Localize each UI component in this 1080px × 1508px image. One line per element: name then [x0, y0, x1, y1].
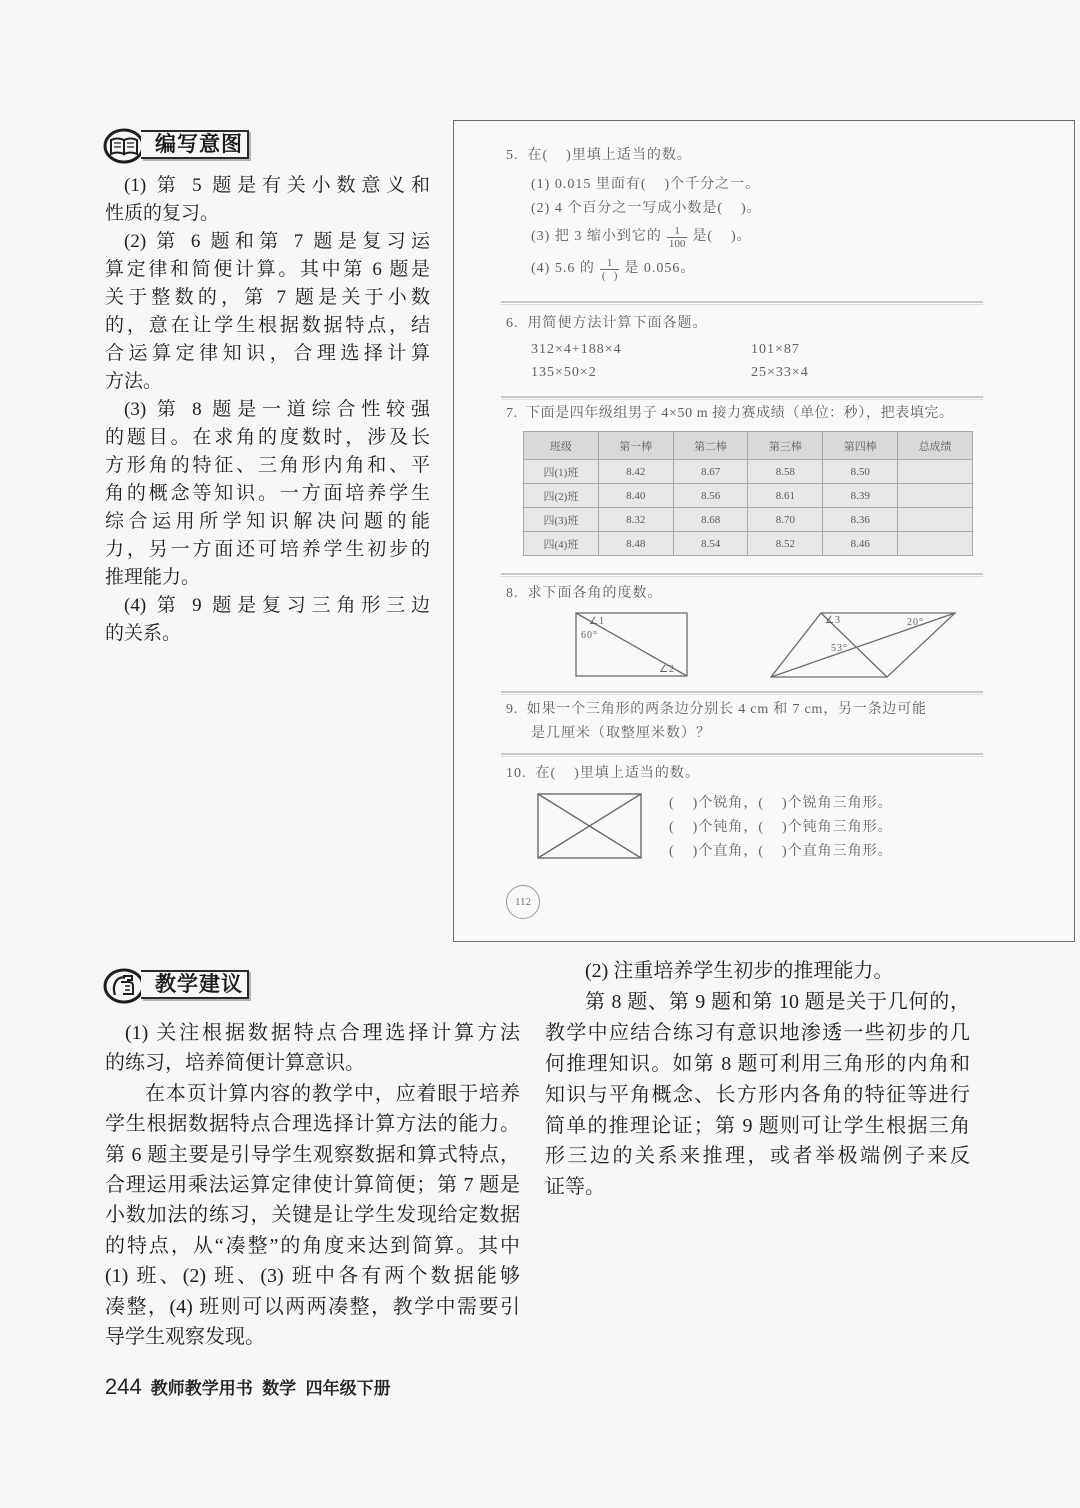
text-line: 的关系。 — [105, 623, 182, 644]
table-row — [524, 532, 973, 556]
text-line: 的练习，培养简便计算意识。 — [105, 1052, 365, 1075]
text-line: 合理运用乘法运算定律使计算简便；第 7 题是 — [105, 1174, 520, 1197]
angle-label: 60° — [581, 630, 598, 641]
time-cell: 8.67 — [673, 460, 748, 484]
divider — [501, 396, 983, 400]
text-line: 力，另一方面还可培养学生初步的 — [105, 539, 430, 560]
text-line: 方法。 — [105, 371, 163, 392]
text-line: 关于整数的，第 7 题是关于小数 — [105, 287, 430, 308]
blank-total-cell — [898, 460, 973, 484]
class-name-cell: 四(3)班 — [524, 508, 599, 532]
angle-label: ∠2 — [659, 664, 675, 675]
text-line: 知识与平角概念、长方形内各角的特征等进行 — [545, 1083, 970, 1106]
text-line: (2) 注重培养学生初步的推理能力。 — [585, 960, 894, 982]
table-header-cell: 第三棒 — [748, 432, 823, 460]
table-row — [524, 508, 973, 532]
paragraph — [105, 172, 430, 228]
question-9-stem-continued: 是几厘米（取整厘米数）？ — [531, 726, 711, 741]
blank-total-cell — [898, 508, 973, 532]
item-text: (4) 5.6 的 — [531, 261, 595, 276]
angle-label: 20° — [907, 617, 924, 628]
text-line: 推理能力。 — [105, 567, 201, 588]
text-line: 性质的复习。 — [105, 203, 220, 224]
text-line: (1) 关注根据数据特点合理选择计算方法 — [125, 1022, 520, 1044]
textbook-page-number: 112 — [506, 885, 540, 919]
parallelogram-figure — [767, 609, 959, 681]
angle-label: 53° — [831, 643, 848, 654]
angle-label: ∠3 — [825, 615, 841, 626]
text-line: 学生根据数据特点合理选择计算方法的能力。 — [105, 1113, 520, 1136]
time-cell: 8.36 — [823, 508, 898, 532]
table-header-row — [524, 432, 973, 460]
text-line: 导学生观察发现。 — [105, 1326, 265, 1349]
paragraph — [105, 228, 430, 396]
text-line: 第 8 题、第 9 题和第 10 题是关于几何的， — [585, 990, 970, 1013]
time-cell: 8.52 — [748, 532, 823, 556]
text-line: 的题目。在求角的度数时，涉及长 — [105, 427, 430, 448]
fraction-numerator: 1 — [674, 224, 680, 237]
divider — [501, 691, 983, 695]
fill-blank-line: ( )个锐角，( )个锐角三角形。 — [669, 796, 893, 811]
time-cell: 8.68 — [673, 508, 748, 532]
text-line: 凑整，(4) 班则可以两两凑整，教学中需要引 — [105, 1295, 520, 1318]
time-cell: 8.58 — [748, 460, 823, 484]
table-row — [524, 484, 973, 508]
paragraph — [105, 396, 430, 592]
text-line: 简单的推理论证；第 9 题则可让学生根据三角 — [545, 1114, 970, 1137]
page-footer — [105, 1374, 391, 1402]
question-5-item-2: (2) 4 个百分之一写成小数是( )。 — [531, 201, 762, 216]
fraction — [667, 225, 688, 250]
table-body — [524, 460, 973, 556]
text-line: (2) 第 6 题和第 7 题是复习运 — [124, 231, 430, 252]
text-line: 教学中应结合练习有意识地渗透一些初步的几 — [545, 1021, 970, 1044]
text-line: 合运算定律知识，合理选择计算 — [105, 343, 430, 364]
rectangle-cross-figure — [537, 793, 643, 860]
time-cell: 8.40 — [598, 484, 673, 508]
question-5-stem: 5. 在( )里填上适当的数。 — [506, 148, 692, 163]
table-row — [524, 460, 973, 484]
section-title: 编写意图 — [141, 130, 249, 159]
text-line: 何推理知识。如第 8 题可利用三角形的内角和 — [545, 1052, 970, 1075]
divider — [501, 573, 983, 577]
class-name-cell: 四(1)班 — [524, 460, 599, 484]
text-line: 角的概念等知识。一方面培养学生 — [105, 483, 430, 504]
class-name-cell: 四(2)班 — [524, 484, 599, 508]
time-cell: 8.54 — [673, 532, 748, 556]
text-line: (1) 班、(2) 班、(3) 班中各有两个数据能够 — [105, 1265, 520, 1288]
time-cell: 8.32 — [598, 508, 673, 532]
item-text: (3) 把 3 缩小到它的 — [531, 229, 662, 244]
intent-text-column — [105, 172, 430, 648]
text-line: 综合运用所学知识解决问题的能 — [105, 511, 430, 532]
question-5-item-4 — [531, 254, 695, 284]
time-cell: 8.50 — [823, 460, 898, 484]
text-line: 在本页计算内容的教学中，应着眼于培养 — [145, 1082, 520, 1105]
time-cell: 8.46 — [823, 532, 898, 556]
paragraph — [545, 956, 970, 987]
fill-blank-line: ( )个钝角，( )个钝角三角形。 — [669, 820, 893, 835]
text-line: (3) 第 8 题是一道综合性较强 — [124, 399, 430, 420]
fraction-denominator: ( ) — [601, 269, 618, 282]
advice-right-column — [545, 956, 970, 1203]
time-cell: 8.56 — [673, 484, 748, 508]
expression: 312×4+188×4 — [531, 342, 622, 357]
text-line: 方形角的特征、三角形内角和、平 — [105, 455, 430, 476]
table-header-cell: 总成绩 — [898, 432, 973, 460]
book-title: 教师教学用书 数学 四年级下册 — [150, 1379, 391, 1398]
page-number: 244 — [105, 1374, 142, 1399]
fraction-numerator: 1 — [606, 256, 613, 269]
section-title: 教学建议 — [141, 970, 249, 999]
diagonal-line — [771, 613, 955, 677]
table-header-cell: 第四棒 — [823, 432, 898, 460]
time-cell: 8.39 — [823, 484, 898, 508]
table-header-cell: 第一棒 — [598, 432, 673, 460]
question-8-stem: 8. 求下面各角的度数。 — [506, 586, 663, 601]
question-7-stem: 7. 下面是四年级组男子 4×50 m 接力赛成绩（单位：秒），把表填完。 — [506, 406, 954, 421]
intent-section-header — [103, 128, 253, 164]
text-line: 小数加法的练习，关键是让学生发现给定数据 — [105, 1204, 520, 1227]
table-header-cell: 班级 — [524, 432, 599, 460]
question-10-stem: 10. 在( )里填上适当的数。 — [506, 766, 700, 781]
question-5-item-3 — [531, 222, 752, 252]
class-name-cell: 四(4)班 — [524, 532, 599, 556]
time-cell: 8.61 — [748, 484, 823, 508]
fraction — [600, 257, 620, 282]
question-9-stem: 9. 如果一个三角形的两条边分别长 4 cm 和 7 cm，另一条边可能 — [506, 702, 927, 717]
question-5-item-1: (1) 0.015 里面有( )个千分之一。 — [531, 177, 761, 192]
relay-results-table — [523, 431, 973, 556]
item-text: 是( )。 — [692, 229, 752, 244]
text-line: 的，意在让学生根据数据特点，结 — [105, 315, 430, 336]
question-6-stem: 6. 用简便方法计算下面各题。 — [506, 316, 708, 331]
textbook-page-image — [453, 120, 1075, 942]
expression: 101×87 — [751, 342, 800, 357]
text-line: 的特点，从“凑整”的角度来达到简算。其中 — [105, 1234, 520, 1257]
divider — [501, 301, 983, 305]
text-line: 形三边的关系来推理，或者举极端例子来反 — [545, 1145, 970, 1168]
expression: 135×50×2 — [531, 365, 597, 380]
paragraph — [545, 987, 970, 1203]
paragraph — [105, 1079, 520, 1353]
divider — [501, 753, 983, 757]
time-cell: 8.42 — [598, 460, 673, 484]
text-line: (1) 第 5 题是有关小数意义和 — [124, 175, 430, 196]
blank-total-cell — [898, 532, 973, 556]
item-text: 是 0.056。 — [624, 261, 696, 276]
paragraph — [105, 1018, 520, 1079]
text-line: 第 6 题主要是引导学生观察数据和算式特点， — [105, 1143, 520, 1166]
angle-label: ∠1 — [589, 616, 605, 627]
fraction-denominator: 100 — [668, 237, 686, 250]
table-header-cell: 第二棒 — [673, 432, 748, 460]
paragraph — [105, 592, 430, 648]
blank-total-cell — [898, 484, 973, 508]
time-cell: 8.48 — [598, 532, 673, 556]
text-line: 算定律和简便计算。其中第 6 题是 — [105, 259, 430, 280]
rectangle-diagonal-figure — [575, 612, 689, 678]
text-line: (4) 第 9 题是复习三角形三边 — [124, 595, 430, 616]
advice-section-header — [103, 968, 253, 1004]
fill-blank-line: ( )个直角，( )个直角三角形。 — [669, 844, 893, 859]
advice-left-column — [105, 1018, 520, 1352]
text-line: 证等。 — [545, 1176, 605, 1199]
time-cell: 8.70 — [748, 508, 823, 532]
expression: 25×33×4 — [751, 365, 809, 380]
